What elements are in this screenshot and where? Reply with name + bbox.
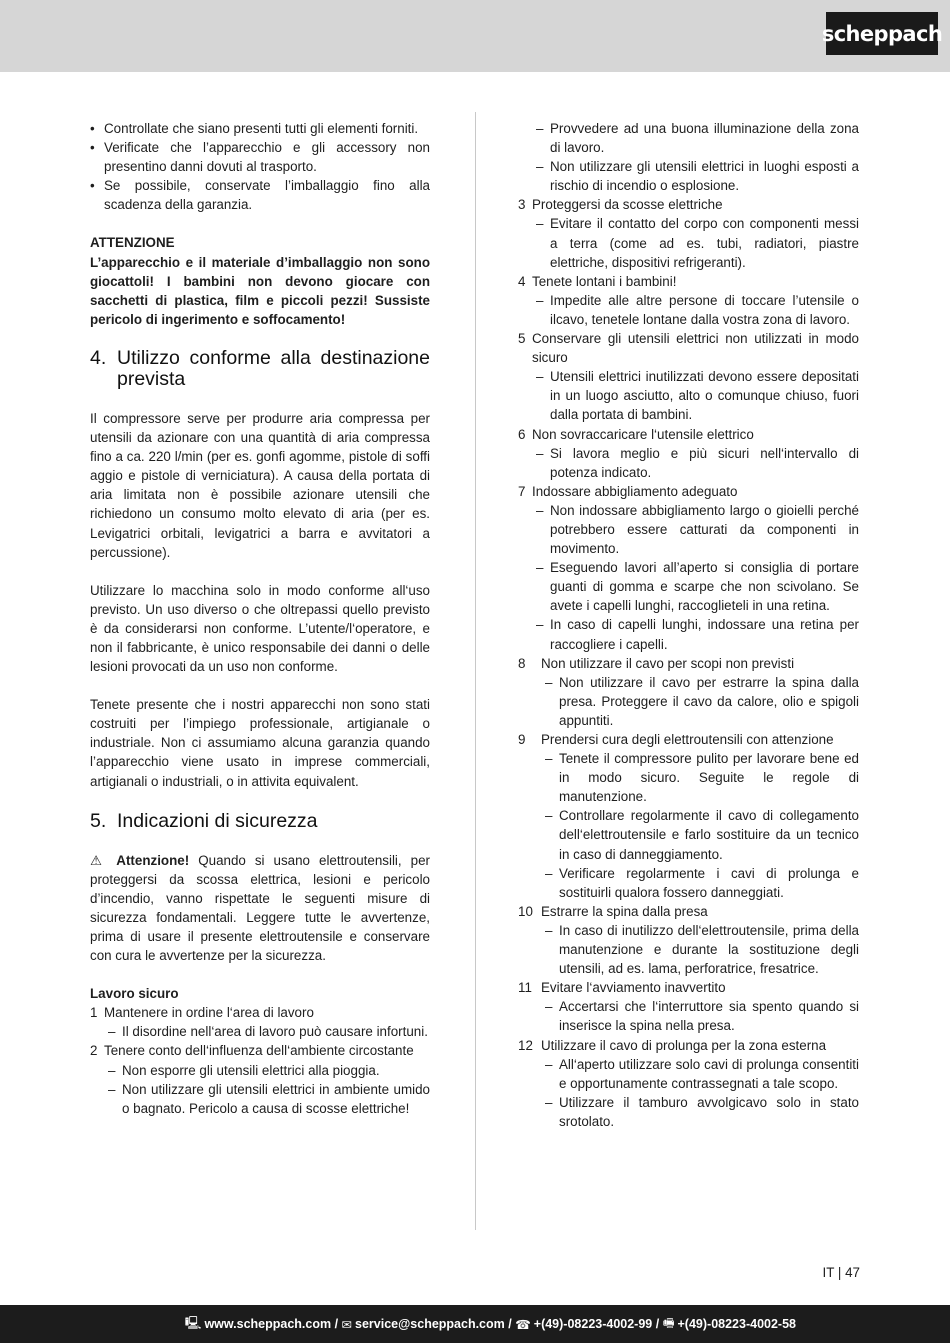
safety-rule: 6 Non sovraccaricare l‘utensile elettrico – Si lavora meglio e più sicuri nell‘intervallo di potenza indicato. <box>518 425 859 482</box>
mail-icon: ✉ <box>341 1317 352 1332</box>
safety-rule: 4 Tenete lontani i bambini! – Impedite alle altre persone di toccare l’utensile o ilcavo, tenetele lontane dalla vostra zona di lavoro. <box>518 272 859 329</box>
safety-rule: 1 Mantenere in ordine l‘area di lavoro – Il disordine nell‘area di lavoro può causare infortuni. <box>90 1003 430 1041</box>
list-item: – Utensili elettrici inutilizzati devono essere depositati in un luogo asciutto, alto o comunque chiuso, fuori dalla portata di bambini. <box>536 369 859 423</box>
fax-icon: 🖷 <box>662 1315 675 1330</box>
safety-rule: 10 Estrarre la spina dalla presa – In caso di inutilizzo dell‘elettroutensile, prima della manutenzione e durante la sostituzione degli utensili, ad es. lama, perforatrice, fresatrice. <box>518 902 859 978</box>
phone-number: +(49)-08223-4002-99 <box>533 1317 653 1331</box>
paragraph: Tenete presente che i nostri apparecchi non sono stati costruiti per l’impiego professionale, artigianale o industriale. Non ci assumiamo alcuna garanzia quando l’apparecchio viene usato in imprese commerciali, artigianali o industriali, o in attivita equivalent. <box>90 697 430 789</box>
paragraph: Utilizzare lo macchina solo in modo conforme all‘uso previsto. Un uso diverso o che oltrepassi quello previsto è da considerarsi non conforme. L’utente/l‘operatore, e non il fabbricante, è unico responsabile dei danni o delle lesioni provocati da un uso non conforme. <box>90 582 430 675</box>
right-column <box>518 119 859 1131</box>
list-item: – Non utilizzare gli utensili elettrici in luoghi esposti a rischio di incendio o esplosione. <box>536 159 859 194</box>
paragraph: Il compressore serve per produrre aria compressa per utensili da azionare con una quantità di aria compressa fino a ca. 220 l/min (per es. gonfi agomme, pistole di soffi aggio e pistole di verniciatura). A causa della portata di aria limitata non è possibile azionare utensili che richiedono un consumo molto elevato di aria (per es. Levigatrici orbitali, levigatrici a barra e avvitatori a percussione). <box>90 410 430 560</box>
list-item: – Controllare regolarmente il cavo di collegamento dell‘elettroutensile e farlo sostituire da un tecnico in caso di danneggiamento. <box>545 808 859 862</box>
fax-number: +(49)-08223-4002-58 <box>677 1317 796 1331</box>
email-link[interactable]: service@scheppach.com <box>355 1317 505 1331</box>
list-item: – Impedite alle altre persone di toccare l’utensile o ilcavo, tenetele lontane dalla vostra zona di lavoro. <box>536 292 859 327</box>
subheading: Lavoro sicuro <box>90 986 179 1002</box>
warning-text: L’apparecchio e il materiale d’imballaggio non sono giocattoli! I bambini non devono giocare con sacchetti di plastica, film e piccoli pezzi! Sussiste pericolo di ingerimento e soffocamento! <box>90 254 430 327</box>
list-item: – Tenete il compressore pulito per lavorare bene ed in modo sicuro. Seguite le regole di manutenzione. <box>545 751 859 805</box>
safety-rule: 7 Indossare abbigliamento adeguato – Non indossare abbigliamento largo o gioielli perché potrebbero essere catturati da componenti in movimento. – Eseguendo lavori all’aperto si consiglia di portare guanti di gomma e scarpe che non scivolano. Se avete i capelli lunghi, raccoglieteli in una retina. – In caso di capelli lunghi, indossare una retina per raccogliere i capelli. <box>518 482 859 654</box>
list-item: • Verificate che l’apparecchio e gli accessory non presentino danni dovuti al trasporto. <box>90 140 430 175</box>
safety-rule: 3 Proteggersi da scosse elettriche – Evitare il contatto del corpo con componenti messi a terra (come ad es. tubi, radiatori, piastre elettriche, dispositivi refrigeranti). <box>518 195 859 271</box>
list-item: – Non utilizzare gli utensili elettrici in ambiente umido o bagnato. Pericolo a causa di scosse elettriche! <box>108 1081 430 1116</box>
warning-title: ATTENZIONE <box>90 235 175 251</box>
warning-triangle-icon: ⚠ <box>90 852 108 868</box>
list-item: – Evitare il contatto del corpo con componenti messi a terra (come ad es. tubi, radiatori, piastre elettriche, dispositivi refrigeranti). <box>536 216 859 270</box>
list-item: – In caso di capelli lunghi, indossare una retina per raccogliere i capelli. <box>536 617 859 652</box>
list-item: – All‘aperto utilizzare solo cavi di prolunga consentiti e opportunamente contrassegnati a tale scopo. <box>545 1056 859 1091</box>
safety-rule: 8 Non utilizzare il cavo per scopi non previsti – Non utilizzare il cavo per estrarre la spina dalla presa. Proteggere il cavo da calore, olio e spigoli appuntiti. <box>518 654 859 730</box>
monitor-icon: 🖳 <box>184 1315 202 1330</box>
scheppach-logo: scheppach <box>826 12 938 55</box>
safety-rule: 12 Utilizzare il cavo di prolunga per la zona esterna – All‘aperto utilizzare solo cavi di prolunga consentiti e opportunamente contrassegnati a tale scopo. – Utilizzare il tamburo avvolgicavo solo in stato srotolato. <box>518 1036 859 1131</box>
section-5-heading: 5. Indicazioni di sicurezza <box>90 809 318 832</box>
list-item: • Se possibile, conservate l’imballaggio fino alla scadenza della garanzia. <box>90 178 430 213</box>
safety-intro: ⚠ Attenzione! Quando si usano elettroutensili, per proteggersi da scossa elettrica, lesioni e pericolo d’incendio, vanno rispettate le seguenti misure di sicurezza fondamentali. Leggere tutte le avvertenze, prima di usare il presente elettroutensile e conservare con cura le avvertenze per la sicurezza. <box>90 852 430 964</box>
list-item: • Controllate che siano presenti tutti gli elementi forniti. <box>90 121 419 136</box>
header-band <box>0 0 950 72</box>
list-item: – Verificare regolarmente i cavi di prolunga e sostituirli qualora fossero danneggiati. <box>545 865 859 900</box>
list-item: – Non esporre gli utensili elettrici alla pioggia. <box>108 1062 380 1078</box>
checklist <box>90 119 430 214</box>
list-item: – In caso di inutilizzo dell‘elettroutensile, prima della manutenzione e durante la sostituzione degli utensili, ad es. lama, perforatrice, fresatrice. <box>545 922 859 977</box>
column-divider <box>475 112 476 1230</box>
list-item: – Utilizzare il tamburo avvolgicavo solo in stato srotolato. <box>545 1094 859 1129</box>
phone-icon: ☎ <box>515 1317 531 1332</box>
left-column <box>90 119 430 1118</box>
list-item: – Non indossare abbigliamento largo o gioielli perché potrebbero essere catturati da componenti in movimento. <box>536 502 859 557</box>
list-item: – Accertarsi che l‘interruttore sia spento quando si inserisce la spina nella presa. <box>545 999 859 1034</box>
safety-rule: 9 Prendersi cura degli elettroutensili con attenzione – Tenete il compressore pulito per lavorare bene ed in modo sicuro. Seguite le regole di manutenzione. – Controllare regolarmente il cavo di collegamento dell‘elettroutensile e farlo sostituire da un tecnico in caso di danneggiamento. – Verificare regolarmente i cavi di prolunga e sostituirli qualora fossero danneggiati. <box>518 730 859 902</box>
footer-bar: 🖳 www.scheppach.com / ✉ service@scheppach.com / ☎ +(49)-08223-4002-99 / 🖷 +(49)-08223-4002-58 <box>0 1305 950 1343</box>
website-link[interactable]: www.scheppach.com <box>204 1317 332 1331</box>
safety-rule: 11 Evitare l‘avviamento inavvertito – Accertarsi che l‘interruttore sia spento quando si inserisce la spina nella presa. <box>518 978 859 1035</box>
safety-rule: 5 Conservare gli utensili elettrici non utilizzati in modo sicuro – Utensili elettrici inutilizzati devono essere depositati in un luogo asciutto, alto o comunque chiuso, fuori dalla portata di bambini. <box>518 329 859 424</box>
section-4-heading: 4. Utilizzo conforme alla destinazione prevista <box>90 346 430 390</box>
list-item: – Provvedere ad una buona illuminazione della zona di lavoro. <box>536 121 859 156</box>
list-item: – Eseguendo lavori all’aperto si consiglia di portare guanti di gomma e scarpe che non scivolano. Se avete i capelli lunghi, raccoglieteli in una retina. <box>536 560 859 614</box>
page-number: IT | 47 <box>822 1265 860 1280</box>
list-item: – Non utilizzare il cavo per estrarre la spina dalla presa. Proteggere il cavo da calore, olio e spigoli appuntiti. <box>545 674 859 728</box>
safety-rule: 2 Tenere conto dell‘influenza dell‘ambiente circostante – Non esporre gli utensili elettrici alla pioggia. – Non utilizzare gli utensili elettrici in ambiente umido o bagnato. Pericolo a causa di scosse elettriche! <box>90 1041 430 1117</box>
list-item: – Si lavora meglio e più sicuri nell‘intervallo di potenza indicato. <box>536 445 859 480</box>
list-item: – Il disordine nell‘area di lavoro può causare infortuni. <box>108 1024 428 1040</box>
